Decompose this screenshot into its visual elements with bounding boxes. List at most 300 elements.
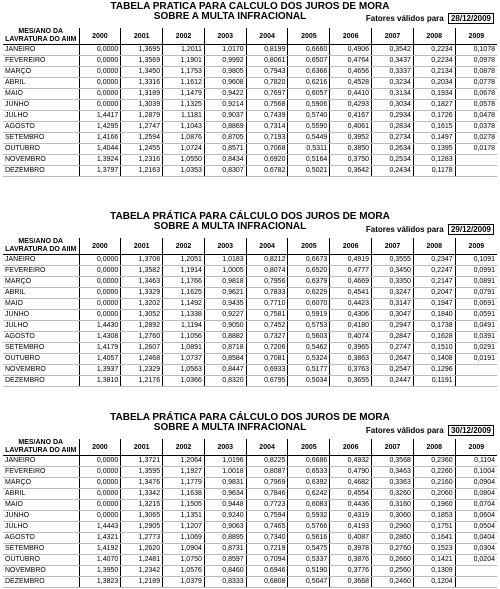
year-column-header: 2007 <box>372 439 414 456</box>
table-row <box>3 566 497 577</box>
rate-cell: 0,0000 <box>79 89 121 100</box>
rate-cell: 0,2260 <box>413 467 455 478</box>
rate-cell: 1,3342 <box>121 489 163 500</box>
rate-cell: 0,3450 <box>372 266 414 277</box>
rate-cell: 0,2647 <box>372 354 414 365</box>
rate-cell: 0,4541 <box>330 288 372 299</box>
rate-cell: 0,0978 <box>455 56 497 67</box>
rate-cell: 1,2620 <box>121 544 163 555</box>
rate-cell: 0,0000 <box>79 511 121 522</box>
table-row <box>3 144 497 155</box>
rate-cell: 1,1766 <box>163 277 205 288</box>
rate-cell: 1,2189 <box>121 577 163 588</box>
table-subtitle: SOBRE A MULTA INFRACIONAL <box>153 11 307 22</box>
rate-cell: 1,3202 <box>121 299 163 310</box>
rate-cell: 1,2905 <box>121 522 163 533</box>
rate-cell: 0,4410 <box>330 89 372 100</box>
rate-cell: 1,1612 <box>163 78 205 89</box>
month-label: NOVEMBRO <box>3 365 79 376</box>
table-row <box>3 310 497 321</box>
rate-cell: 0,6808 <box>246 577 288 588</box>
rate-cell: 0,3247 <box>372 288 414 299</box>
year-column-header: 2000 <box>79 238 121 255</box>
rate-cell: 1,1779 <box>163 478 205 489</box>
rate-cell: 0,7068 <box>246 144 288 155</box>
rate-cell: 0,2160 <box>413 478 455 489</box>
rate-cell: 0,0478 <box>455 111 497 122</box>
rate-cell: 0,5906 <box>288 100 330 111</box>
rate-cell: 0,0678 <box>455 89 497 100</box>
year-column-header: 2007 <box>372 28 414 45</box>
rate-cell: 0,4656 <box>330 67 372 78</box>
rate-cell: 0,7340 <box>246 533 288 544</box>
table-row <box>3 122 497 133</box>
rate-cell: 0,1934 <box>413 89 455 100</box>
rate-cell: 0,8718 <box>204 343 246 354</box>
year-column-header: 2002 <box>163 28 205 45</box>
rate-cell: 0,8212 <box>246 255 288 266</box>
table-title: TABELA PRÁTICA PARA CÁLCULO DOS JUROS DE MORA <box>110 211 390 222</box>
rate-cell: 0,0904 <box>455 478 497 489</box>
rate-cell: 0,8869 <box>204 122 246 133</box>
rate-cell: 0,1497 <box>413 133 455 144</box>
rate-cell: 0,7594 <box>246 511 288 522</box>
rate-cell: 1,2316 <box>121 155 163 166</box>
rate-cell: 1,1194 <box>163 321 205 332</box>
rate-cell: 0,8199 <box>246 45 288 56</box>
rate-cell: 0,7439 <box>246 111 288 122</box>
rate-cell: 1,3329 <box>121 288 163 299</box>
table-row <box>3 100 497 111</box>
rate-cell: 0,6920 <box>246 155 288 166</box>
rate-cell: 0,4423 <box>330 299 372 310</box>
table-block-3 <box>3 413 497 588</box>
rate-cell: 1,1753 <box>163 67 205 78</box>
rate-cell: 0,3060 <box>372 511 414 522</box>
month-label: OUTUBRO <box>3 555 79 566</box>
rate-cell: 1,3810 <box>79 376 121 387</box>
year-column-header: 2005 <box>288 439 330 456</box>
rate-cell: 0,4180 <box>330 321 372 332</box>
rate-cell: 0,5177 <box>288 365 330 376</box>
rate-cell: 1,0183 <box>204 255 246 266</box>
rate-cell: 0,8087 <box>246 467 288 478</box>
rate-cell: 0,5740 <box>288 111 330 122</box>
rate-cell: 1,1351 <box>163 511 205 522</box>
month-label: JUNHO <box>3 310 79 321</box>
rate-cell: 0,9621 <box>204 288 246 299</box>
rate-cell: 0,0000 <box>79 299 121 310</box>
month-label: OUTUBRO <box>3 354 79 365</box>
rate-cell: 0,7327 <box>246 332 288 343</box>
rate-cell: 0,2634 <box>372 144 414 155</box>
rate-cell: 1,0196 <box>204 456 246 467</box>
rate-cell: 0,3876 <box>330 555 372 566</box>
table-row <box>3 489 497 500</box>
rate-cell: 1,1056 <box>163 332 205 343</box>
rate-cell: 0,2247 <box>413 266 455 277</box>
rate-cell: 0,6933 <box>246 365 288 376</box>
rate-cell: 0,0191 <box>455 354 497 365</box>
validity-label: Fatores válidos para <box>365 225 444 234</box>
rate-cell: 0,7465 <box>246 522 288 533</box>
rate-cell: 0,7568 <box>246 100 288 111</box>
rate-cell: 1,3823 <box>79 577 121 588</box>
rate-cell: 0,5603 <box>288 332 330 343</box>
table-row <box>3 67 497 78</box>
rates-table <box>3 28 497 177</box>
year-column-header: 2006 <box>330 238 372 255</box>
rate-cell: 0,5190 <box>288 566 330 577</box>
rate-cell: 0,1510 <box>413 343 455 354</box>
rate-cell: 0,5932 <box>288 511 330 522</box>
rate-cell: 0,0391 <box>455 332 497 343</box>
rate-cell: 0,1421 <box>413 555 455 566</box>
rate-cell: 0,7820 <box>246 78 288 89</box>
rate-cell: 0,1309 <box>413 566 455 577</box>
rate-cell: 1,3215 <box>121 500 163 511</box>
header-row <box>3 28 497 45</box>
rate-cell: 0,5164 <box>288 155 330 166</box>
rate-cell: 0,9063 <box>204 522 246 533</box>
month-label: ABRIL <box>3 78 79 89</box>
month-label: DEZEMBRO <box>3 376 79 387</box>
table-row <box>3 299 497 310</box>
rate-cell: 1,2051 <box>163 255 205 266</box>
table-row <box>3 56 497 67</box>
rate-cell: 0,6216 <box>288 78 330 89</box>
rate-cell: 0,3134 <box>372 89 414 100</box>
rate-cell: 0,9818 <box>204 277 246 288</box>
rate-cell: 0,7697 <box>246 89 288 100</box>
rate-cell: 0,9435 <box>204 299 246 310</box>
rate-cell: 0,1827 <box>413 100 455 111</box>
rate-cell: 0,0578 <box>455 100 497 111</box>
rate-cell: 0,9634 <box>204 489 246 500</box>
rate-cell: 0,0691 <box>455 299 497 310</box>
rate-cell: 1,3039 <box>121 100 163 111</box>
month-label: JULHO <box>3 522 79 533</box>
rate-cell: 0,4087 <box>330 533 372 544</box>
rate-cell: 0,4306 <box>330 310 372 321</box>
rate-cell: 0,9448 <box>204 500 246 511</box>
rate-cell: 0,1628 <box>413 332 455 343</box>
rate-cell: 0,0604 <box>455 511 497 522</box>
rate-cell: 0,2560 <box>372 566 414 577</box>
table-row <box>3 89 497 100</box>
rate-cell: 1,0018 <box>204 467 246 478</box>
rate-cell: 0,0000 <box>79 67 121 78</box>
rate-cell: 0,5462 <box>288 343 330 354</box>
table-row <box>3 332 497 343</box>
rate-cell: 0,9422 <box>204 89 246 100</box>
rate-cell: 0,9992 <box>204 56 246 67</box>
month-label: JUNHO <box>3 100 79 111</box>
rate-cell: 0,0304 <box>455 544 497 555</box>
rate-cell <box>455 166 497 177</box>
rate-cell: 1,3797 <box>79 166 121 177</box>
month-label: JULHO <box>3 111 79 122</box>
rate-cell: 1,1325 <box>163 100 205 111</box>
table-row <box>3 343 497 354</box>
rate-cell: 0,5475 <box>288 544 330 555</box>
rate-cell: 0,1751 <box>413 522 455 533</box>
rate-cell: 0,6946 <box>246 566 288 577</box>
rate-cell: 1,2481 <box>121 555 163 566</box>
rate-cell: 0,0204 <box>455 555 497 566</box>
rate-cell: 0,6660 <box>288 45 330 56</box>
rate-cell: 0,8571 <box>204 144 246 155</box>
table-row <box>3 277 497 288</box>
rate-cell: 0,9831 <box>204 478 246 489</box>
rate-cell: 1,3316 <box>121 78 163 89</box>
rate-cell: 1,4443 <box>79 522 121 533</box>
month-label: ABRIL <box>3 288 79 299</box>
rate-cell: 0,8895 <box>204 533 246 544</box>
rate-cell: 0,2934 <box>372 111 414 122</box>
rate-cell: 0,1641 <box>413 533 455 544</box>
month-label: JANEIRO <box>3 255 79 266</box>
rate-cell: 0,1395 <box>413 144 455 155</box>
rate-cell: 0,5919 <box>288 310 330 321</box>
rate-cell: 1,2879 <box>121 111 163 122</box>
table-body <box>3 45 497 177</box>
rate-cell: 0,9214 <box>204 100 246 111</box>
rate-cell: 0,2060 <box>413 489 455 500</box>
rate-cell: 0,4293 <box>330 100 372 111</box>
year-column-header: 2009 <box>455 439 497 456</box>
rate-cell: 0,5590 <box>288 122 330 133</box>
year-column-header: 2006 <box>330 28 372 45</box>
rate-cell: 0,4932 <box>330 456 372 467</box>
rates-table <box>3 439 497 588</box>
rate-cell: 0,7206 <box>246 343 288 354</box>
table-row <box>3 321 497 332</box>
year-column-header: 2000 <box>79 28 121 45</box>
rate-cell: 1,3189 <box>121 89 163 100</box>
rate-cell <box>455 155 497 166</box>
rate-cell: 0,8307 <box>204 166 246 177</box>
rate-cell: 0,3437 <box>372 56 414 67</box>
rate-cell: 1,1043 <box>163 122 205 133</box>
rate-cell: 1,1638 <box>163 489 205 500</box>
rate-cell: 1,3582 <box>121 266 163 277</box>
rate-cell: 0,8061 <box>246 56 288 67</box>
rate-cell: 0,1947 <box>413 299 455 310</box>
rate-cell: 0,2134 <box>413 67 455 78</box>
rate-cell: 0,2034 <box>413 78 455 89</box>
rate-cell: 0,4554 <box>330 489 372 500</box>
rate-cell: 0,3965 <box>330 343 372 354</box>
year-column-header: 2003 <box>204 439 246 456</box>
rate-cell: 0,4074 <box>330 332 372 343</box>
rate-cell: 0,6507 <box>288 56 330 67</box>
rate-cell: 0,7846 <box>246 489 288 500</box>
rate-cell: 0,2234 <box>413 56 455 67</box>
rate-cell: 1,4166 <box>79 133 121 144</box>
rate-cell: 0,0000 <box>79 277 121 288</box>
rate-cell: 0,0000 <box>79 266 121 277</box>
rate-cell: 0,6242 <box>288 489 330 500</box>
month-column-header: MÊS/ANO DA LAVRATURA DO AIIM <box>3 28 79 45</box>
rate-cell: 0,0291 <box>455 343 497 354</box>
rate-cell: 0,6686 <box>288 456 330 467</box>
year-column-header: 2004 <box>246 238 288 255</box>
table-header <box>3 28 497 45</box>
validity-date: 30/12/2009 <box>448 425 494 436</box>
rate-cell: 0,0000 <box>79 78 121 89</box>
table-row <box>3 255 497 266</box>
table-row <box>3 354 497 365</box>
rate-cell: 1,2163 <box>121 166 163 177</box>
rates-table <box>3 238 497 387</box>
rate-cell: 0,0991 <box>455 266 497 277</box>
rate-cell: 0,8320 <box>204 376 246 387</box>
rate-cell: 0,3147 <box>372 299 414 310</box>
table-row <box>3 456 497 467</box>
table-row <box>3 133 497 144</box>
rate-cell: 0,0000 <box>79 489 121 500</box>
table-row <box>3 111 497 122</box>
rate-cell: 0,0378 <box>455 122 497 133</box>
table-header <box>3 439 497 456</box>
rate-cell: 0,2447 <box>372 376 414 387</box>
table-row <box>3 511 497 522</box>
validity-label: Fatores válidos para <box>365 426 444 435</box>
rate-cell: 0,2747 <box>372 343 414 354</box>
month-column-header: MÊS/ANO DA LAVRATURA DO AIIM <box>3 439 79 456</box>
month-label: NOVEMBRO <box>3 155 79 166</box>
rate-cell: 1,2329 <box>121 365 163 376</box>
rate-cell: 0,3363 <box>372 478 414 489</box>
rate-cell: 0,5337 <box>288 555 330 566</box>
rate-cell: 0,9050 <box>204 321 246 332</box>
rate-cell: 0,9805 <box>204 67 246 78</box>
rate-cell: 1,3052 <box>121 310 163 321</box>
header-row <box>3 439 497 456</box>
rate-cell: 0,7219 <box>246 544 288 555</box>
month-label: AGOSTO <box>3 122 79 133</box>
rate-cell: 0,4528 <box>330 78 372 89</box>
rate-cell: 0,5047 <box>288 577 330 588</box>
month-label: SETEMBRO <box>3 544 79 555</box>
rate-cell: 0,4906 <box>330 45 372 56</box>
rate-cell: 1,1069 <box>163 533 205 544</box>
rate-cell: 0,6083 <box>288 500 330 511</box>
rate-cell: 1,1927 <box>163 467 205 478</box>
rate-cell: 0,7081 <box>246 354 288 365</box>
table-subtitle: SOBRE A MULTA INFRACIONAL <box>153 422 307 433</box>
rate-cell: 1,4057 <box>79 354 121 365</box>
rate-cell: 1,0737 <box>163 354 205 365</box>
rate-cell: 0,0591 <box>455 310 497 321</box>
rate-cell: 1,1914 <box>163 266 205 277</box>
rate-cell: 0,7193 <box>246 133 288 144</box>
month-label: JANEIRO <box>3 456 79 467</box>
rate-cell: 1,0876 <box>163 133 205 144</box>
rate-cell: 0,3763 <box>330 365 372 376</box>
rate-cell: 0,1960 <box>413 500 455 511</box>
rate-cell: 0,9037 <box>204 111 246 122</box>
rate-cell: 0,4790 <box>330 467 372 478</box>
rate-cell: 0,3850 <box>330 144 372 155</box>
rate-cell: 1,2773 <box>121 533 163 544</box>
rate-cell: 1,4070 <box>79 555 121 566</box>
rate-cell: 0,6392 <box>288 478 330 489</box>
rate-cell: 1,3708 <box>121 255 163 266</box>
rate-cell: 0,1178 <box>413 166 455 177</box>
rate-cell: 0,1408 <box>413 354 455 365</box>
rate-cell: 0,6229 <box>288 288 330 299</box>
rate-cell: 1,3937 <box>79 365 121 376</box>
rate-cell <box>455 365 497 376</box>
rate-cell: 0,1283 <box>413 155 455 166</box>
rate-cell: 1,2064 <box>163 456 205 467</box>
month-column-header: MÊS/ANO DA LAVRATURA DO AIIM <box>3 238 79 255</box>
table-row <box>3 166 497 177</box>
table-title: TABELA PRATICA PARA CALCULO DOS JUROS DE MORA <box>110 1 390 12</box>
year-column-header: 2005 <box>288 28 330 45</box>
rate-cell: 1,0563 <box>163 365 205 376</box>
rate-cell: 0,8225 <box>246 456 288 467</box>
rate-cell: 0,3047 <box>372 310 414 321</box>
rate-cell: 1,2176 <box>121 376 163 387</box>
rate-cell: 0,3952 <box>330 133 372 144</box>
validity-date: 29/12/2009 <box>448 224 494 235</box>
year-column-header: 2008 <box>413 28 455 45</box>
rate-cell: 0,3668 <box>330 577 372 588</box>
table-row <box>3 288 497 299</box>
rate-cell: 0,1191 <box>413 376 455 387</box>
rate-cell: 0,8434 <box>204 155 246 166</box>
year-column-header: 2005 <box>288 238 330 255</box>
table-body <box>3 255 497 387</box>
rate-cell: 0,2147 <box>413 277 455 288</box>
rate-cell: 0,7710 <box>246 299 288 310</box>
year-column-header: 2002 <box>163 238 205 255</box>
rate-cell: 0,7833 <box>246 288 288 299</box>
rate-cell: 0,2360 <box>413 456 455 467</box>
rate-cell: 1,0891 <box>163 343 205 354</box>
table-row <box>3 467 497 478</box>
rate-cell: 0,5324 <box>288 354 330 365</box>
month-label: DEZEMBRO <box>3 577 79 588</box>
rate-cell: 1,2607 <box>121 343 163 354</box>
month-label: ABRIL <box>3 489 79 500</box>
rate-cell: 0,5616 <box>288 533 330 544</box>
rate-cell: 0,2947 <box>372 321 414 332</box>
rate-cell: 0,4319 <box>330 511 372 522</box>
validity-note <box>366 14 494 23</box>
rate-cell: 1,4044 <box>79 144 121 155</box>
rate-cell: 0,6057 <box>288 89 330 100</box>
rate-cell: 0,3568 <box>372 456 414 467</box>
rate-cell: 0,3234 <box>372 78 414 89</box>
rate-cell: 0,8074 <box>246 266 288 277</box>
rate-cell: 0,0491 <box>455 321 497 332</box>
rate-cell: 0,6782 <box>246 166 288 177</box>
rate-cell: 0,3350 <box>372 277 414 288</box>
table-row <box>3 555 497 566</box>
table-row <box>3 478 497 489</box>
rate-cell: 0,6379 <box>288 277 330 288</box>
rate-cell: 1,1492 <box>163 299 205 310</box>
rate-cell: 0,5311 <box>288 144 330 155</box>
rate-cell: 1,3595 <box>121 467 163 478</box>
rate-cell: 1,3695 <box>121 45 163 56</box>
rate-cell: 0,7314 <box>246 122 288 133</box>
rate-cell: 1,0904 <box>163 544 205 555</box>
